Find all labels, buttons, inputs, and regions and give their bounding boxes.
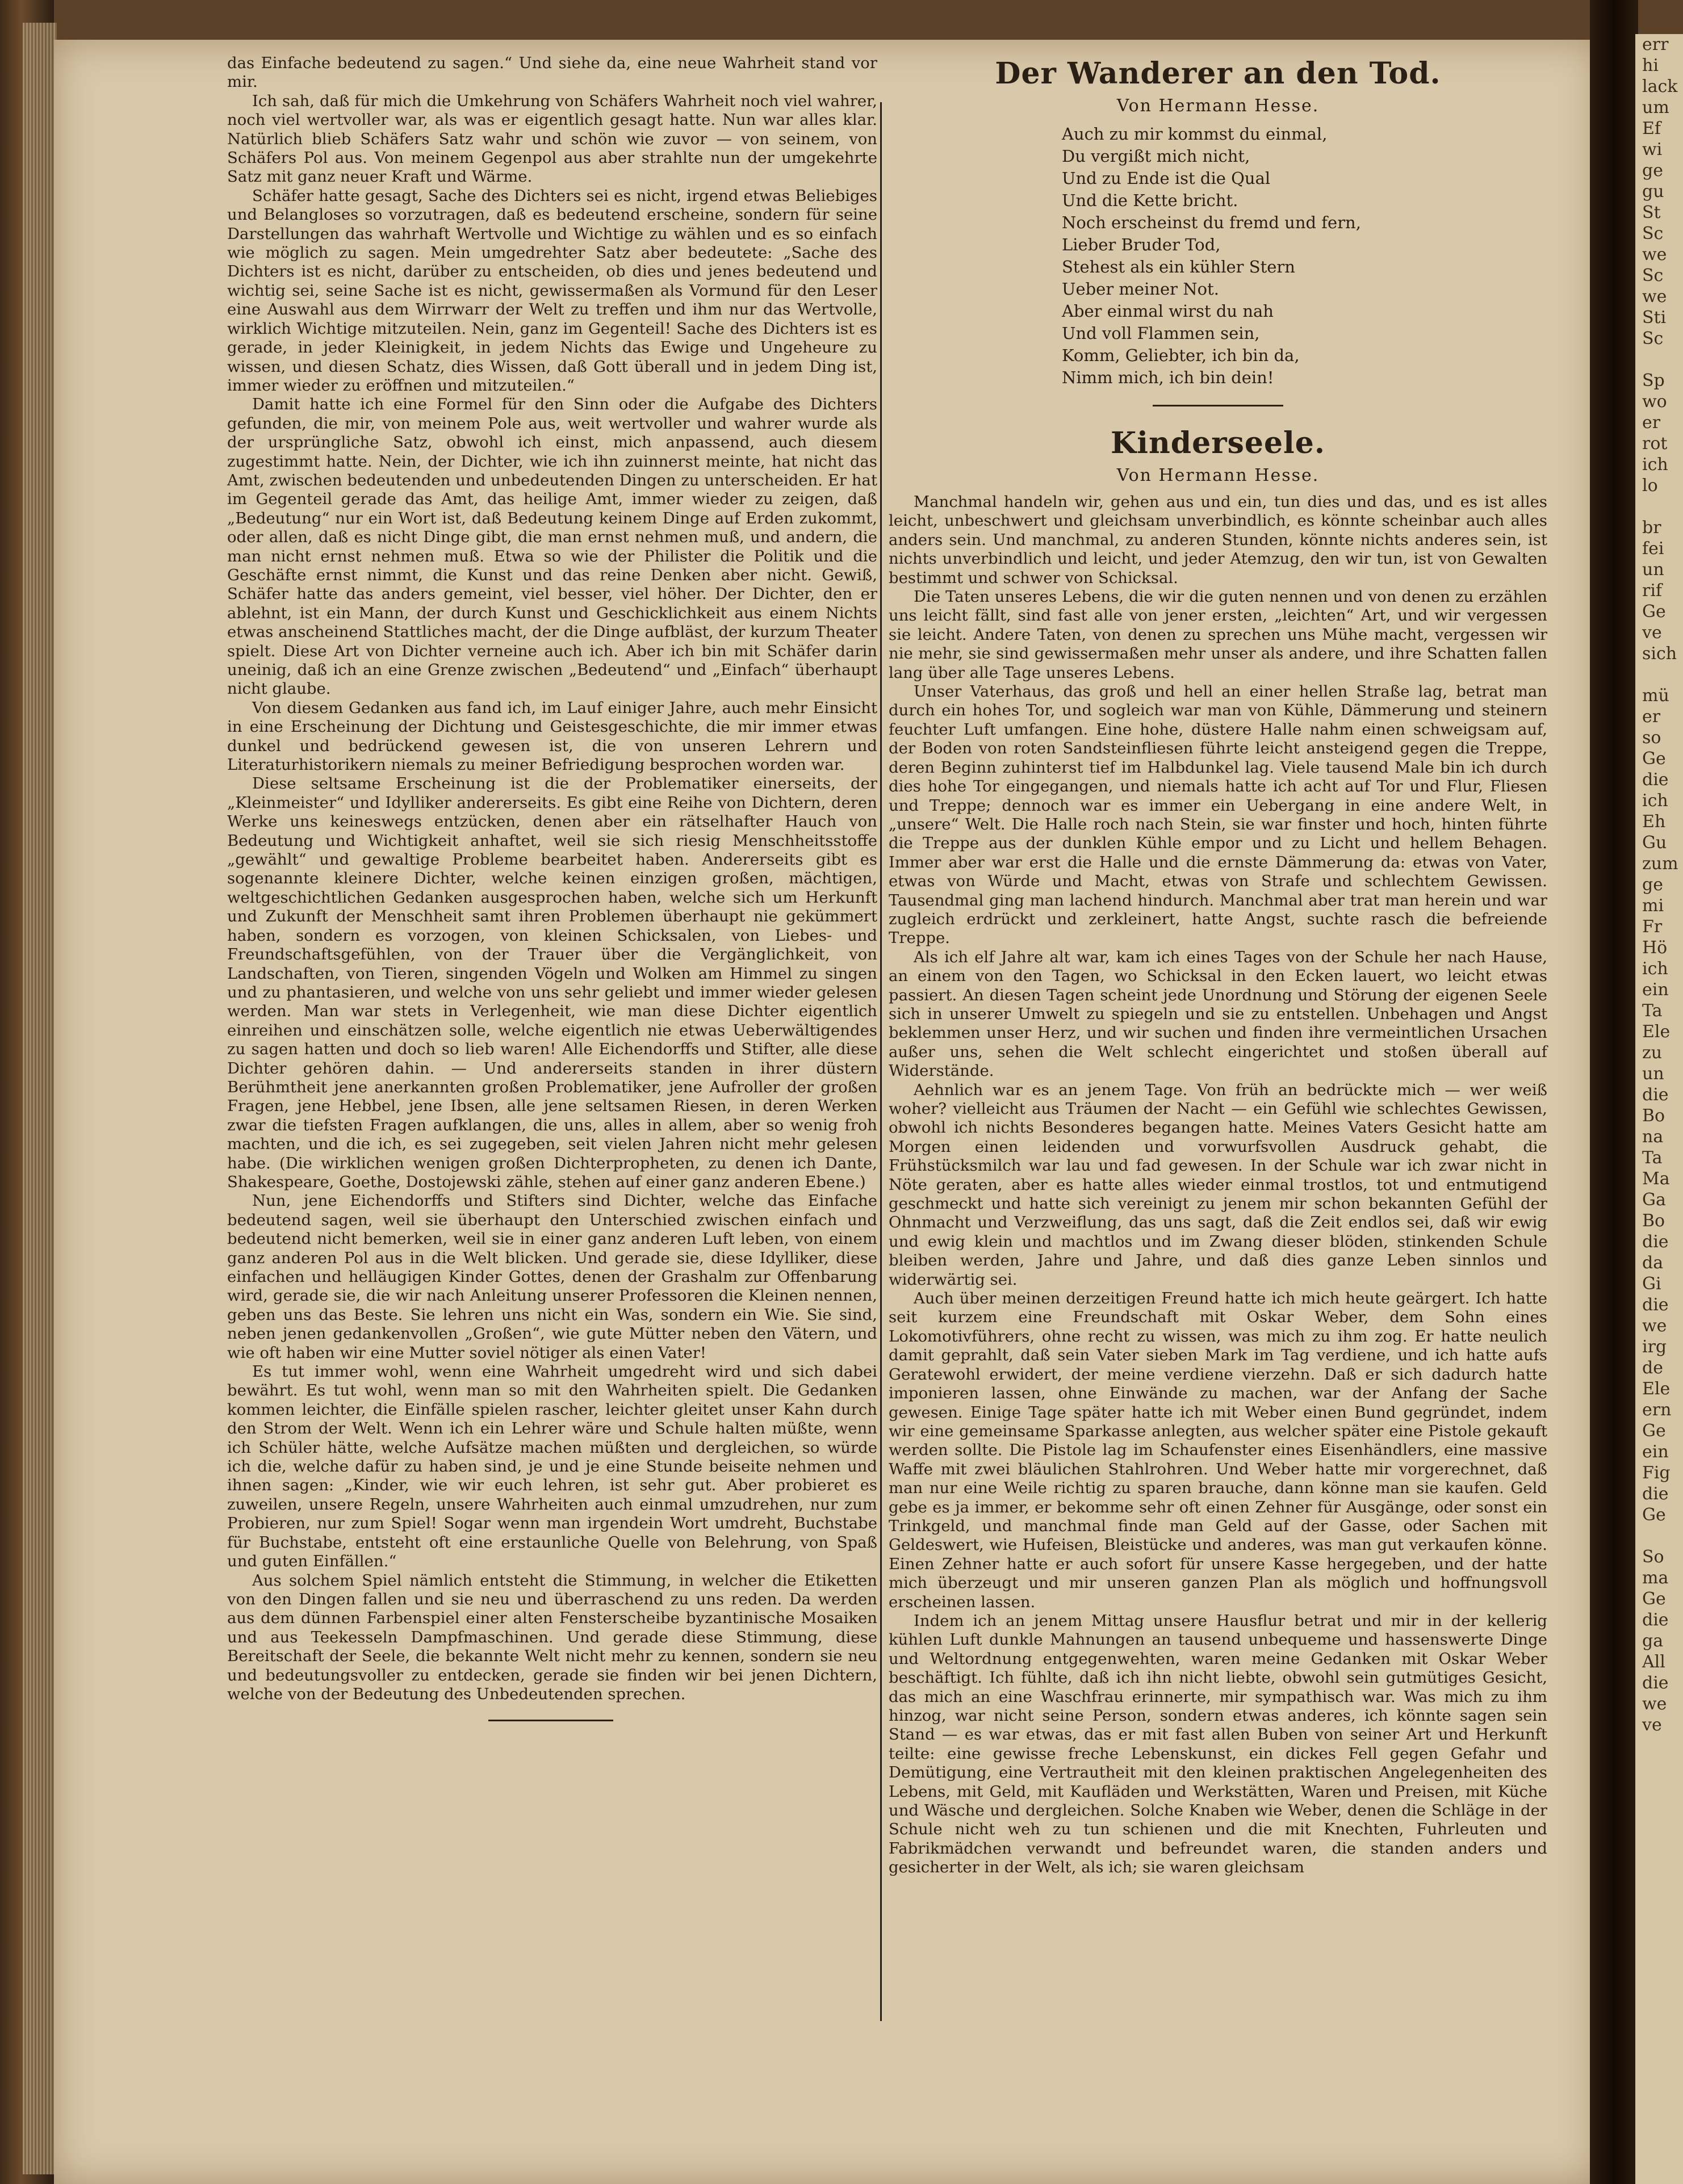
adjacent-page-line: die — [1642, 1673, 1669, 1693]
adjacent-page-line: da — [1642, 1253, 1664, 1273]
story-byline: Von Hermann Hesse. — [1116, 466, 1320, 485]
column-divider — [880, 102, 882, 2021]
left-paragraph: Nun, jene Eichendorffs und Stifters sind Dichter, welche das Einfache bedeutend sagen, weil sie überhaupt den Unterschied zwischen einfach und bedeutend nicht bemerken, weil sie in einer ganz anderen Luft leben, von einem ganz anderen Pol aus in die Welt blicken. Und gerade sie, diese Idylliker, diese einfachen und helläugigen Kinder Gottes, denen der Grashalm zur Offenbarung wird, gerade sie, die wir nach Anleitung unserer Professoren die Kleinen nennen, geben uns das Beste. Sie lehren uns nicht ein Was, sondern ein Wie. Sie sind, neben jenen gedankenvollen „Großen“, wie gute Mütter neben den Vätern, und wie oft haben wir eine Mutter soviel nötiger als einen Vater! — [227, 1192, 877, 1362]
adjacent-page-line: ge — [1642, 161, 1663, 181]
page-edges — [23, 23, 57, 2174]
adjacent-page-line: wi — [1642, 140, 1663, 160]
adjacent-page-line: Gu — [1642, 833, 1667, 853]
adjacent-page-line: die — [1642, 1295, 1669, 1315]
adjacent-page-line: ve — [1642, 623, 1662, 643]
adjacent-page-line: Eh — [1642, 812, 1666, 832]
book-gutter — [1590, 0, 1638, 2184]
adjacent-page-line: fei — [1642, 539, 1664, 559]
story-paragraph: Aehnlich war es an jenem Tage. Von früh an bedrückte mich — wer weiß woher? vielleicht aus Träumen der Nacht — ein Gefühl wie schlechtes Gewissen, obwohl ich nichts Besonderes begangen hatte. Meines Vaters Gesicht hatte am Morgen einen leidenden und vorwurfsvollen Ausdruck gehabt, die Frühstücksmilch war lau und fad gewesen. In der Schule war ich zwar nicht in Nöte geraten, aber es hatte alles wieder einmal trostlos, tot und entmutigend geschmeckt und hatte sich vereinigt zu jenem mir schon bekannten Gefühl der Ohnmacht und Verzweiflung, das uns sagt, daß die Zeit endlos sei, daß wir ewig und ewig klein und machtlos und im Zwang dieser blöden, stinkenden Schule bleiben werden, Jahre und Jahre, und daß dies ganze Leben sinnlos und widerwärtig sei. — [889, 1080, 1547, 1289]
left-paragraph: das Einfache bedeutend zu sagen.“ Und siehe da, eine neue Wahrheit stand vor mir. — [227, 54, 877, 91]
adjacent-page-line: So — [1642, 1547, 1664, 1567]
adjacent-page-line: er — [1642, 707, 1661, 727]
poem-byline: Von Hermann Hesse. — [1116, 96, 1320, 116]
adjacent-page-line: br — [1642, 518, 1661, 538]
adjacent-page-line: ge — [1642, 875, 1663, 895]
poem-line: Ueber meiner Not. — [1062, 279, 1219, 299]
adjacent-page-line: Fig — [1642, 1463, 1671, 1483]
adjacent-page-line: Ta — [1642, 1001, 1663, 1021]
poem-line: Noch erscheinst du fremd und fern, — [1062, 213, 1361, 232]
adjacent-page-line: we — [1642, 245, 1667, 265]
adjacent-page-line: Ge — [1642, 749, 1666, 769]
adjacent-page-line: ein — [1642, 980, 1669, 1000]
adjacent-page-line: gu — [1642, 182, 1664, 202]
adjacent-page-line: Ta — [1642, 1148, 1663, 1168]
poem-line: Nimm mich, ich bin dein! — [1062, 368, 1274, 387]
poem-line: Auch zu mir kommst du einmal, — [1062, 124, 1328, 144]
poem-line: Und voll Flammen sein, — [1062, 324, 1260, 343]
adjacent-page-line: zu — [1642, 1043, 1663, 1063]
adjacent-page-line: Ele — [1642, 1379, 1671, 1399]
left-paragraph: Es tut immer wohl, wenn eine Wahrheit umgedreht wird und sich dabei bewährt. Es tut wohl, wenn man so mit den Wahrheiten spielt. Die Gedanken kommen leichter, die Einfälle spielen rascher, leichter gleitet unser Kahn durch den Strom der Welt. Wenn ich ein Lehrer wäre und Schule halten müßte, wenn ich Schüler hätte, welche Aufsätze machen müßten und dergleichen, so würde ich die, welche dafür zu haben sind, je und je eine Stunde beiseite nehmen und ihnen sagen: „Kinder, wie wir euch lehren, ist sehr gut. Aber probieret es zuweilen, unsere Regeln, unsere Wahrheiten auch einmal umzudrehen, nur zum Probieren, nur zum Spiel! Sogar wenn man irgendein Wort umdreht, Buchstabe für Buchstabe, entsteht oft eine erstaunliche Quelle von Belehrung, von Spaß und guten Einfällen.“ — [227, 1363, 877, 1571]
left-paragraph: Ich sah, daß für mich die Umkehrung von Schäfers Wahrheit noch viel wahrer, noch viel wertvoller war, als was er eigentlich gesagt hatte. Nun war alles klar. Natürlich blieb Schäfers Satz wahr und schön wie zuvor — von seinem, von Schäfers Pol aus. Von meinem Gegenpol aus aber strahlte nun der umgekehrte Satz mit ganz neuer Kraft und Wärme. — [227, 91, 877, 186]
adjacent-page-line: Sc — [1642, 224, 1664, 244]
poem-line: Lieber Bruder Tod, — [1062, 235, 1221, 254]
left-paragraph: Damit hatte ich eine Formel für den Sinn oder die Aufgabe des Dichters gefunden, die mir, von meinem Pole aus, weit wertvoller und wahrer wurde als der ursprüngliche Satz, obwohl ich einst, mich anpassend, auch diesem zugestimmt hatte. Nein, der Dichter, wie ich ihn zuinnerst meinte, hat nicht das Amt, zwischen bedeutenden und unbedeutenden Dingen zu unterscheiden. Er hat im Gegenteil gerade das Amt, das heilige Amt, immer wieder zu zeigen, daß „Bedeutung“ nur ein Wort ist, daß Bedeutung keinem Dinge auf Erden zukommt, oder allen, daß es nicht Dinge gibt, die man ernst nehmen muß, und andern, die man nicht ernst nehmen muß. Etwa so wie der Philister die Politik und die Geschäfte ernst nimmt, die Kunst und das reine Denken aber nicht. Gewiß, Schäfer hatte das anders gemeint, viel besser, viel höher. Der Dichter, den er ablehnt, ist ein Mann, der durch Kunst und Geschicklichkeit aus einem Nichts etwas anscheinend Stattliches macht, der die Dinge aufbläst, der kurzum Theater spielt. Diese Art von Dichter verneine auch ich. Aber ich bin mit Schäfer darin uneinig, daß ich an eine Grenze zwischen „Bedeutend“ und „Einfach“ überhaupt nicht glaube. — [227, 395, 877, 698]
adjacent-page-line: rot — [1642, 434, 1668, 454]
adjacent-page-line: lo — [1642, 476, 1658, 496]
story-paragraph: Die Taten unseres Lebens, die wir die guten nennen und von denen zu erzählen uns leicht fällt, sind fast alle von jener ersten, „leichten“ Art, und wir vergessen sie leicht. Andere Taten, von denen zu sprechen uns Mühe macht, vergessen wir nie mehr, sie sind gewissermaßen mehr unser als andere, und ihre Schatten fallen lang über alle Tage unseres Lebens. — [889, 588, 1547, 682]
poem-line: Stehest als ein kühler Stern — [1062, 257, 1295, 276]
adjacent-page-line: Ge — [1642, 602, 1666, 622]
adjacent-page-line: un — [1642, 560, 1664, 580]
left-paragraph: Von diesem Gedanken aus fand ich, im Lauf einiger Jahre, auch mehr Einsicht in eine Erscheinung der Dichtung und Geistesgeschichte, die mir immer etwas dunkel und bedrückend gewesen ist, die von unseren Lehrern und Literaturhistorikern niemals zu meiner Befriedigung besprochen worden war. — [227, 698, 877, 774]
adjacent-page-line: um — [1642, 98, 1669, 118]
end-rule — [488, 1720, 613, 1721]
poem-body — [1062, 123, 1547, 389]
story-paragraph: Manchmal handeln wir, gehen aus und ein, tun dies und das, und es ist alles leicht, unbeschwert und gleichsam unverbindlich, es könnte scheinbar auch alles anders sein. Und manchmal, zu anderen Stunden, könnte nichts anderes sein, ist nichts unverbindlich und leicht, und jeder Atemzug, den wir tun, ist von Gewalten bestimmt und schwer von Schicksal. — [889, 493, 1547, 587]
adjacent-page-line: ga — [1642, 1631, 1664, 1651]
adjacent-page-text — [1635, 34, 1683, 1736]
adjacent-page-line: Ef — [1642, 119, 1661, 139]
adjacent-page-line: ich — [1642, 959, 1668, 979]
story-paragraph: Auch über meinen derzeitigen Freund hatte ich mich heute geärgert. Ich hatte seit kurzem eine Freundschaft mit Oskar Weber, dem Sohn eines Lokomotivführers, ohne recht zu wissen, was mich zu ihm zog. Er hatte neulich damit geprahlt, daß sein Vater sieben Mark im Tag verdiene, und ich hatte aufs Geratewohl erwidert, der meine verdiene vierzehn. Daß er sich dadurch hatte imponieren lassen, ohne Einwände zu machen, war der Anfang der Sache gewesen. Einige Tage später hatte ich mit Weber einen Bund gegründet, indem wir eine gemeinsame Sparkasse anlegten, aus welcher später eine Pistole gekauft werden sollte. Die Pistole lag im Schaufenster eines Eisenhändlers, eine massive Waffe mit zwei bläulichen Stahlrohren. Und Weber hatte mir vorgerechnet, daß man nur eine Weile richtig zu sparen brauche, dann könne man sie kaufen. Geld gebe es ja immer, er bekomme sehr oft einen Zehner für Ausgänge, oder sonst ein Trinkgeld, und manchmal finde man Geld auf der Gasse, oder Sachen mit Geldeswert, wie Hufeisen, Bleistücke und anderes, was man gut verkaufen könne. Einen Zehner hatte er auch sofort für unsere Kasse hergegeben, und der hatte mich überzeugt und mir unseren ganzen Plan als möglich und hoffnungsvoll erscheinen lassen. — [889, 1289, 1547, 1611]
adjacent-page-line: zum — [1642, 854, 1678, 874]
adjacent-page-line: so — [1642, 728, 1661, 748]
adjacent-page-line: Sp — [1642, 371, 1665, 391]
adjacent-page-line: Gi — [1642, 1274, 1661, 1294]
adjacent-page-line: Ma — [1642, 1169, 1670, 1189]
adjacent-page-line: die — [1642, 1610, 1669, 1630]
adjacent-page-line: Ele — [1642, 1022, 1671, 1042]
adjacent-page-line: Hö — [1642, 938, 1668, 958]
adjacent-page-line: de — [1642, 1358, 1663, 1378]
adjacent-page-line: hi — [1642, 56, 1659, 76]
adjacent-page-line: die — [1642, 1484, 1669, 1504]
left-paragraph: Aus solchem Spiel nämlich entsteht die Stimmung, in welcher die Etiketten von den Dingen fallen und sie neu und überraschend zu uns reden. Da werden aus dem dünnen Farbenspiel einer alten Fensterscheibe byzantinische Mosaiken und aus Teekesseln Dampfmaschinen. Und gerade diese Stimmung, diese Bereitschaft der Seele, die bekannte Welt nicht mehr zu kennen, sondern sie neu und bedeutungsvoller zu entdecken, gerade sie finden wir bei jenen Dichtern, welche von der Bedeutung des Unbedeutenden sprechen. — [227, 1571, 877, 1703]
poem-title: Der Wanderer an den Tod. — [995, 56, 1441, 91]
adjacent-page-line: rif — [1642, 581, 1663, 601]
left-paragraph: Diese seltsame Erscheinung ist die der Problematiker einerseits, der „Kleinmeister“ und Idylliker andererseits. Es gibt eine Reihe von Dichtern, deren Werke uns keineswegs entzücken, denen aber ein rätselhafter Hauch von Bedeutung und Wichtigkeit anhaftet, weil sie sich riesig Menschheitsstoffe „gewählt“ und gewaltige Probleme bearbeitet haben. Andererseits gibt es sogenannte kleinere Dichter, welche keinen einzigen großen, mächtigen, weltgeschichtlichen Gedanken ausgesprochen haben, welche sich um Herkunft und Zukunft der Menschheit samt ihren Problemen überhaupt nie gekümmert haben, sondern es vorzogen, von kleinen Schicksalen, von Liebes- und Freundschaftsgefühlen, von der Trauer über die Vergänglichkeit, von Landschaften, von Tieren, singenden Vögeln und Wolken am Himmel zu singen und zu phantasieren, und welche von uns sehr geliebt und immer wieder gelesen werden. Man war stets in Verlegenheit, wie man diese Dichter eigentlich einreihen und einschätzen solle, welche eigentlich nie etwas Ueberwältigendes zu sagen hatten und doch so lieb waren! Alle Eichendorffs und Stifter, alle diese Dichter gehören dahin. — Und andererseits standen in ihrer düstern Berühmtheit jene anerkannten großen Problematiker, jene Aufroller der großen Fragen, jene Hebbel, jene Ibsen, alle jene seltsamen Riesen, in deren Werken zwar die tiefsten Fragen aufklangen, die uns, alles in allem, aber so wenig froh machten, und die ich, es sei zugegeben, seit vielen Jahren nicht mehr gelesen habe. (Die wirklichen wenigen großen Dichterpropheten, zu denen ich Dante, Shakespeare, Goethe, Dostojewski zähle, stehen auf einer ganz anderen Ebene.) — [227, 774, 877, 1191]
adjacent-page-line: Ge — [1642, 1505, 1666, 1525]
adjacent-page-line: ich — [1642, 455, 1668, 475]
adjacent-page-line: mü — [1642, 686, 1669, 706]
section-rule — [1153, 405, 1283, 406]
poem-line: Und zu Ende ist die Qual — [1062, 169, 1271, 188]
left-paragraph: Schäfer hatte gesagt, Sache des Dichters sei es nicht, irgend etwas Beliebiges und Belangloses so vorzutragen, daß es bedeutend erscheine, sondern für seine Darstellungen das wahrhaft Wertvolle und Wichtige zu wählen und es so einfach wie möglich zu sagen. Mein umgedrehter Satz aber bedeutete: „Sache des Dichters ist es nicht, darüber zu entscheiden, ob dies und jenes bedeutend und wichtig sei, seine Sache ist es nicht, gewissermaßen als Vormund für den Leser eine Auswahl aus dem Wirrwarr der Welt zu treffen und ihm nur das Wertvolle, wirklich Wichtige mitzuteilen. Nein, ganz im Gegenteil! Sache des Dichters ist es gerade, in jeder Kleinigkeit, in jedem Nichts das Ewige und Ungeheure zu wissen, und diesen Schatz, dies Wissen, daß Gott überall und in jedem Ding ist, immer wieder zu eröffnen und mitzuteilen.“ — [227, 186, 877, 395]
right-column — [889, 54, 1547, 1877]
poem-line: Aber einmal wirst du nah — [1062, 301, 1274, 321]
poem-line: Und die Kette bricht. — [1062, 191, 1238, 210]
adjacent-page-line: wo — [1642, 392, 1667, 412]
adjacent-page-line: err — [1642, 35, 1669, 55]
adjacent-page-line: St — [1642, 203, 1661, 223]
adjacent-page-line: ma — [1642, 1568, 1669, 1588]
adjacent-page-line: lack — [1642, 77, 1678, 97]
adjacent-page-line: Ge — [1642, 1421, 1666, 1441]
adjacent-page-line: mi — [1642, 896, 1664, 916]
adjacent-page-line: Bo — [1642, 1211, 1665, 1231]
adjacent-page-line: sich — [1642, 644, 1677, 664]
adjacent-page-line: Sc — [1642, 329, 1664, 349]
adjacent-page — [1635, 34, 1683, 2184]
left-column — [227, 54, 877, 1721]
adjacent-page-line: die — [1642, 770, 1669, 790]
adjacent-page-line — [1635, 664, 1683, 685]
story-title: Kinderseele. — [1111, 426, 1325, 460]
story-paragraph: Indem ich an jenem Mittag unsere Hausflur betrat und mir in der kellerig kühlen Luft dunkle Mahnungen an tausend unbequeme und hassenswerte Dinge und Weltordnung entgegenwehten, waren meine Gedanken mit Oskar Weber beschäftigt. Ich fühlte, daß ich ihn nicht liebte, obwohl sein gutmütiges Gesicht, das mich an eine Waschfrau erinnerte, mir sympathisch war. Was mich zu ihm hinzog, war nicht seine Person, sondern etwas anderes, ich könnte sagen sein Stand — es war etwas, das er mit fast allen Buben von seiner Art und Herkunft teilte: eine gewisse freche Lebenskunst, ein dickes Fell gegen Gefahr und Demütigung, eine Vertrautheit mit den kleinen praktischen Angelegenheiten des Lebens, mit Geld, mit Kaufläden und Werkstätten, Waren und Preisen, mit Küche und Wäsche und dergleichen. Solche Knaben wie Weber, denen die Schläge in der Schule nicht weh zu tun schienen und die mit Knechten, Fuhrleuten und Fabrikmädchen verwandt und befreundet waren, die standen anders und gesicherter in der Welt, als ich; sie waren gleichsam — [889, 1611, 1547, 1877]
adjacent-page-line: we — [1642, 1694, 1667, 1714]
adjacent-page-line — [1635, 349, 1683, 370]
adjacent-page-line: ern — [1642, 1400, 1672, 1420]
adjacent-page-line: un — [1642, 1064, 1664, 1084]
adjacent-page-line: die — [1642, 1085, 1669, 1105]
adjacent-page-line: Ge — [1642, 1589, 1666, 1609]
adjacent-page-line: er — [1642, 413, 1661, 433]
adjacent-page-line: na — [1642, 1127, 1664, 1147]
poem-line: Komm, Geliebter, ich bin da, — [1062, 346, 1300, 365]
adjacent-page-line: irg — [1642, 1337, 1667, 1357]
adjacent-page-line — [1635, 496, 1683, 517]
adjacent-page-line: All — [1642, 1652, 1665, 1672]
adjacent-page-line: we — [1642, 1316, 1667, 1336]
adjacent-page-line: Bo — [1642, 1106, 1665, 1126]
adjacent-page-line: die — [1642, 1232, 1669, 1252]
adjacent-page-line: Fr — [1642, 917, 1663, 937]
adjacent-page-line: Sc — [1642, 266, 1664, 286]
adjacent-page-line: ich — [1642, 791, 1668, 811]
adjacent-page-line: Sti — [1642, 308, 1667, 328]
adjacent-page-line: ve — [1642, 1715, 1662, 1735]
story-paragraph: Als ich elf Jahre alt war, kam ich eines Tages von der Schule her nach Hause, an einem von den Tagen, wo Schicksal in den Ecken lauert, wo leicht etwas passiert. An diesen Tagen scheint jede Unordnung und Störung der eigenen Seele sich in unserer Umwelt zu spiegeln und sie zu entstellen. Unbehagen und Angst beklemmen unser Herz, und wir suchen und finden ihre vermeintlichen Ursachen außer uns, sehen die Welt schlecht eingerichtet und stoßen überall auf Widerstände. — [889, 948, 1547, 1080]
adjacent-page-line: we — [1642, 287, 1667, 307]
poem-line: Du vergißt mich nicht, — [1062, 146, 1250, 166]
story-paragraph: Unser Vaterhaus, das groß und hell an einer hellen Straße lag, betrat man durch ein hohes Tor, und sogleich war man von Kühle, Dämmerung und steinern feuchter Luft umfangen. Eine hohe, düstere Halle nahm einen schweigsam auf, der Boden von roten Sandsteinfliesen führte leicht ansteigend gegen die Treppe, deren Beginn zuhinterst tief im Halbdunkel lag. Viele tausend Male bin ich durch dies hohe Tor eingegangen, und niemals hatte ich acht auf Tor und Flur, Fliesen und Treppe; dennoch war es immer ein Uebergang in eine andere Welt, in „unsere“ Welt. Die Halle roch nach Stein, sie war finster und hoch, hinten führte die Treppe aus der dunklen Kühle empor und zu Licht und hellem Behagen. Immer aber war erst die Halle und die ernste Dämmerung da: etwas von Vater, etwas von Würde und Macht, etwas von Strafe und schlechtem Gewissen. Tausendmal ging man lachend hindurch. Manchmal aber trat man herein und war zugleich erdrückt und zerkleinert, hatte Angst, suchte rasch die befreiende Treppe. — [889, 682, 1547, 948]
adjacent-page-line — [1635, 1525, 1683, 1546]
adjacent-page-line: ein — [1642, 1442, 1669, 1462]
adjacent-page-line: Ga — [1642, 1190, 1666, 1210]
